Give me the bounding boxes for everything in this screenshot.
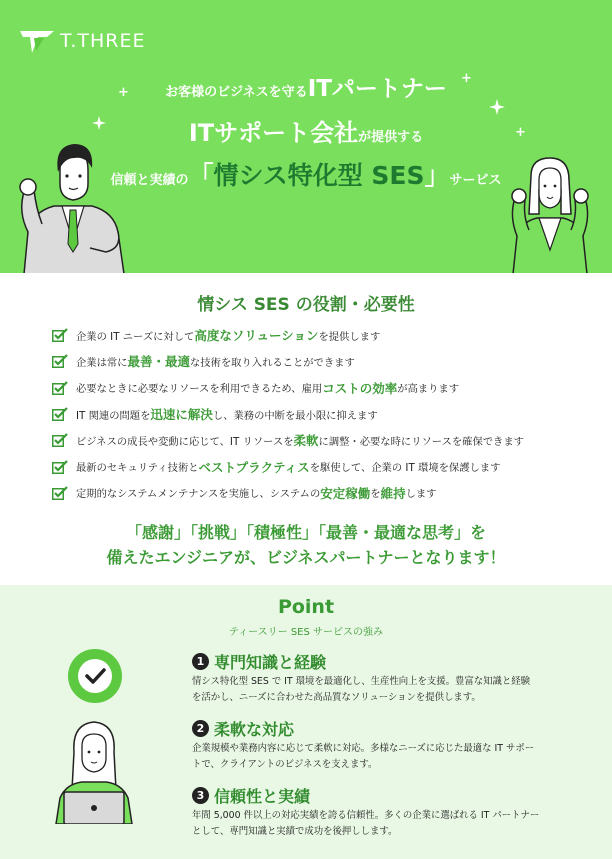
item-text: に調整・必要な時にリソースを確保できます [318, 435, 524, 448]
sparkle-icon [92, 116, 106, 130]
checkbox-icon [52, 407, 68, 421]
feature-body [192, 741, 597, 773]
feature-body [192, 808, 597, 840]
check-circle-icon [67, 648, 123, 704]
feature-body-line: トで、クライアントのビジネスを支えます。 [192, 759, 378, 770]
checkbox-icon [52, 433, 68, 447]
feature-body [192, 674, 597, 706]
item-text: 最新のセキュリティ技術と [76, 462, 199, 475]
feature-body-line: として、専門知識と実績で成功を後押しします。 [192, 826, 398, 837]
feature-body-line: 情シス特化型 SES で IT 環境を最適化し、生産性向上を支援。豊富な知識と経験 [192, 676, 530, 687]
list-item [52, 480, 592, 506]
item-text: し、業務の中断を最小限に抑えます [212, 409, 378, 422]
hero-line1-large: ITパートナー [307, 76, 447, 102]
businesswoman-illustration [507, 150, 593, 273]
feature-number: 3 [192, 787, 209, 804]
item-text: 定期的なシステムメンテナンスを実施し、システムの [76, 488, 321, 501]
item-text: を [370, 488, 381, 501]
feature-body-line: を活かし、ニーズに合わせた高品質なソリューションを提供します。 [192, 692, 481, 703]
list-item [52, 401, 592, 427]
hero-line3-small-b: サービス [449, 173, 502, 188]
item-highlight: 安定稼働 [320, 485, 371, 501]
checkbox-icon [52, 486, 68, 500]
sparkle-icon: + [461, 71, 472, 86]
item-text: します [405, 488, 437, 501]
item-highlight: コストの効率 [322, 380, 398, 396]
item-text: を提供します [318, 330, 381, 343]
hero-line2-small: が提供する [358, 130, 424, 145]
feature-body-line: 企業規模や業務内容に応じて柔軟に対応。多様なニーズに応じた最適な IT サポー [192, 743, 535, 754]
brand-name: T.THREE [60, 30, 146, 52]
item-highlight: 最善・最適 [127, 354, 190, 370]
list-item [52, 453, 592, 479]
hero-headline-1 [0, 70, 612, 103]
item-text: が高まります [397, 383, 459, 396]
hero-line3-open-bracket: 「 [188, 161, 214, 190]
role-checklist [52, 322, 592, 506]
checkbox-icon [52, 354, 68, 368]
item-text: ビジネスの成長や変動に応じて、IT リソースを [76, 435, 294, 448]
list-item [52, 427, 592, 453]
feature-title: 柔軟な対応 [214, 719, 295, 739]
list-item [52, 322, 592, 348]
message-line-1: 「感謝」「挑戦」「積極性」「最善・最適な思考」を [125, 523, 486, 542]
hero-banner [0, 0, 612, 273]
item-highlight: 高度なソリューション [194, 328, 319, 344]
item-highlight: 維持 [380, 485, 406, 501]
laptop-woman-illustration [48, 712, 140, 824]
item-highlight: 迅速に解決 [150, 407, 213, 423]
list-item [52, 375, 592, 401]
feature-2 [192, 717, 597, 773]
item-text: 企業は常に [76, 356, 128, 369]
hero-line1-small: お客様のビジネスを守る [165, 85, 308, 100]
item-text: 企業の IT ニーズに対して [76, 330, 195, 343]
item-highlight: ベストプラクティス [198, 459, 310, 475]
list-item [52, 348, 592, 374]
feature-title: 専門知識と経験 [214, 652, 327, 672]
feature-number: 1 [192, 653, 209, 670]
item-text: 必要なときに必要なリソースを利用できるため、雇用 [76, 383, 323, 396]
hero-line3-close-bracket: 」 [424, 161, 450, 190]
point-title: Point [277, 596, 335, 618]
hero-line3-large: 情シス特化型 SES [213, 161, 425, 190]
item-text: IT 関連の問題を [76, 409, 151, 422]
feature-3 [192, 784, 597, 840]
sparkle-icon: + [118, 85, 129, 100]
sparkle-icon: + [515, 125, 526, 140]
feature-number: 2 [192, 720, 209, 737]
logo-mark-icon [20, 29, 54, 53]
checkbox-icon [52, 460, 68, 474]
engineer-message [0, 520, 612, 570]
message-line-2: 備えたエンジニアが、ビジネスパートナーとなります！ [106, 548, 506, 567]
hero-line2-large: ITサポート会社 [188, 119, 359, 147]
item-highlight: 柔軟 [293, 433, 319, 449]
item-text: を駆使して、企業の IT 環境を保護します [309, 462, 501, 475]
checkbox-icon [52, 328, 68, 342]
feature-title: 信頼性と実績 [214, 786, 311, 806]
sparkle-icon [489, 99, 505, 115]
role-section-title: 情シス SES の役割・必要性 [197, 295, 415, 315]
item-text: な技術を取り入れることができます [190, 356, 355, 369]
feature-body-line: 年間 5,000 件以上の対応実績を誇る信頼性。多くの企業に選ばれる IT パートナー [192, 810, 540, 821]
hero-line3-small-a: 信頼と実績の [110, 173, 189, 188]
feature-1 [192, 650, 597, 706]
checkbox-icon [52, 381, 68, 395]
brand-logo [20, 29, 146, 53]
businessman-illustration [14, 132, 132, 273]
point-subtitle: ティースリー SES サービスの強み [228, 627, 384, 638]
